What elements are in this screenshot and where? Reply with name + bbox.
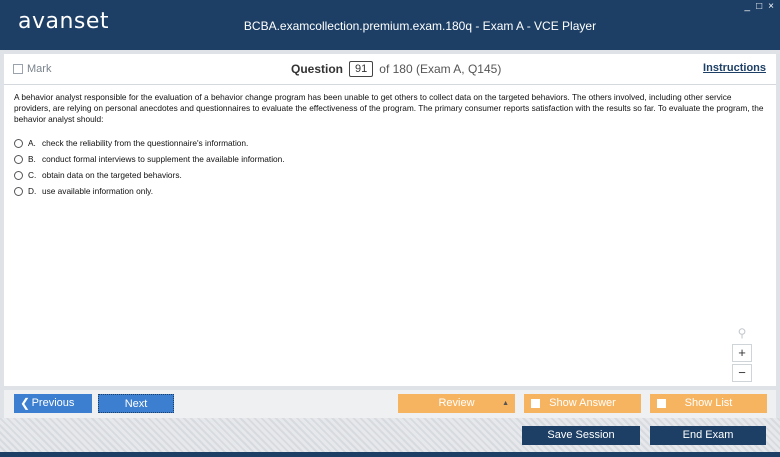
- option-letter: D.: [28, 186, 37, 196]
- end-exam-button[interactable]: End Exam: [650, 426, 766, 445]
- navigation-bar: [4, 390, 776, 418]
- option-text: use available information only.: [42, 186, 153, 196]
- minimize-icon[interactable]: _: [744, 1, 751, 12]
- option-text: check the reliability from the questionnaire's information.: [42, 138, 249, 148]
- question-total: of 180 (Exam A, Q145): [379, 62, 502, 76]
- show-list-button[interactable]: [650, 394, 767, 413]
- mark-label: Mark: [27, 63, 52, 75]
- review-label: Review: [438, 397, 475, 409]
- chevron-left-icon: ❮: [20, 396, 31, 410]
- previous-label: Previous: [31, 397, 75, 409]
- option-letter: C.: [28, 170, 37, 180]
- bottom-border: [0, 452, 780, 457]
- triangle-up-icon: ▲: [502, 400, 509, 407]
- zoom-out-button[interactable]: −: [732, 364, 752, 382]
- checkbox-icon: [657, 399, 666, 408]
- magnifier-icon: ⚲: [737, 326, 747, 340]
- answer-options: [14, 135, 285, 199]
- next-button[interactable]: Next: [98, 394, 174, 413]
- window-title: BCBA.examcollection.premium.exam.180q - Exam A - VCE Player: [243, 19, 597, 33]
- radio-icon[interactable]: [14, 139, 23, 148]
- previous-button[interactable]: [14, 394, 92, 413]
- app-logo: avanset: [18, 9, 110, 34]
- option-text: obtain data on the targeted behaviors.: [42, 170, 182, 180]
- radio-icon[interactable]: [14, 171, 23, 180]
- checkbox-icon: [13, 64, 23, 74]
- question-header: [4, 54, 776, 85]
- save-session-button[interactable]: Save Session: [522, 426, 640, 445]
- instructions-link[interactable]: Instructions: [703, 62, 766, 74]
- zoom-in-button[interactable]: +: [732, 344, 752, 362]
- option-text: conduct formal interviews to supplement the available information.: [42, 154, 285, 164]
- option-c[interactable]: [14, 167, 285, 183]
- window-controls: [745, 2, 774, 12]
- question-navigator: [291, 61, 501, 77]
- mark-checkbox[interactable]: [13, 63, 51, 75]
- maximize-icon[interactable]: □: [756, 1, 763, 12]
- question-label: Question: [291, 62, 344, 76]
- option-d[interactable]: [14, 183, 285, 199]
- show-answer-label: Show Answer: [549, 397, 616, 409]
- checkbox-icon: [531, 399, 540, 408]
- option-b[interactable]: [14, 151, 285, 167]
- question-panel: [4, 54, 776, 386]
- radio-icon[interactable]: [14, 187, 23, 196]
- footer-bar: [0, 418, 780, 452]
- close-icon[interactable]: ×: [768, 1, 774, 12]
- review-button[interactable]: [398, 394, 515, 413]
- option-letter: A.: [28, 138, 36, 148]
- option-a[interactable]: [14, 135, 285, 151]
- question-text: A behavior analyst responsible for the evaluation of a behavior change program has been unable to get others to collect data on the targeted behaviors. The others involved, including other service providers, are relying on personal anecdotes and questionnaires to evaluate the effectiveness of the program. The primary consumer reports satisfaction with the results so far. To evaluate the program, the behavior analyst should:: [14, 92, 764, 124]
- show-list-label: Show List: [684, 397, 733, 409]
- show-answer-button[interactable]: [524, 394, 641, 413]
- question-number-input[interactable]: 91: [349, 61, 373, 77]
- zoom-controls: [732, 326, 752, 382]
- radio-icon[interactable]: [14, 155, 23, 164]
- option-letter: B.: [28, 154, 36, 164]
- title-bar: [0, 0, 780, 50]
